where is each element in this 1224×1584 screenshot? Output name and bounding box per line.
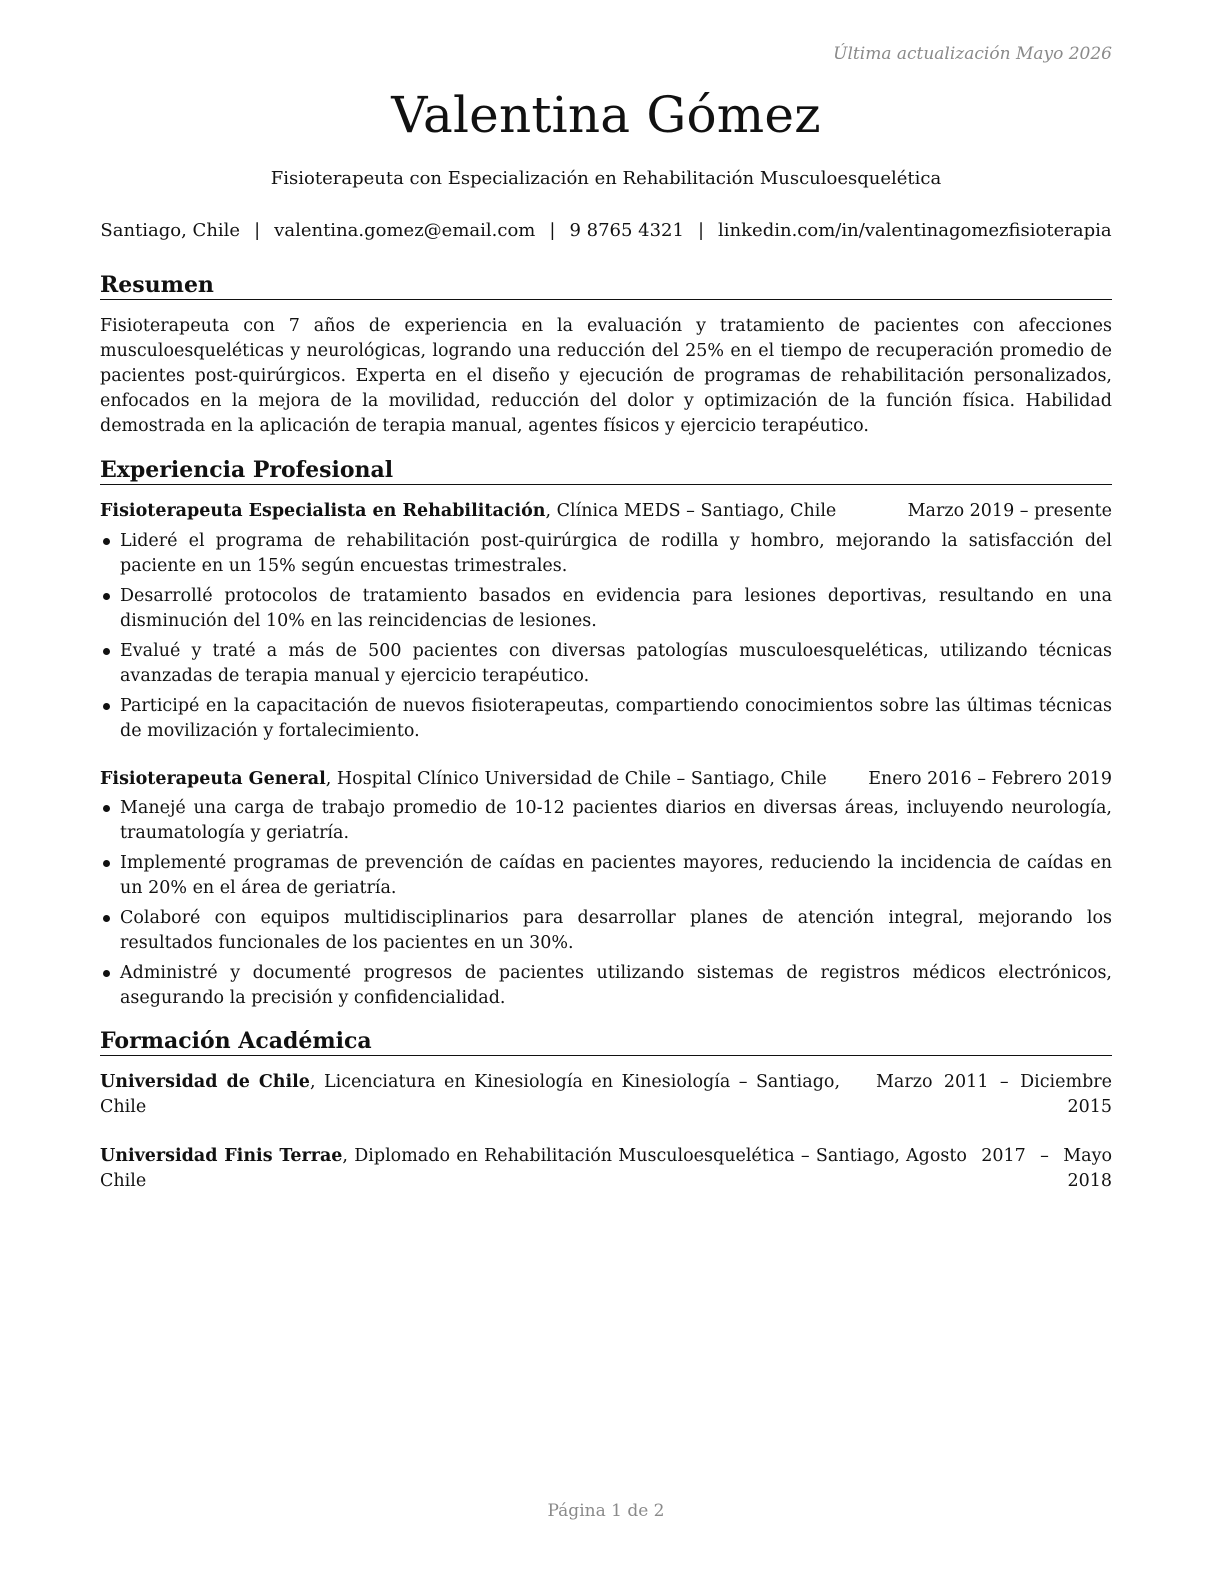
job-role: Fisioterapeuta General (100, 769, 326, 789)
section-title-summary: Resumen (100, 272, 1112, 300)
job-dates: Enero 2016 – Febrero 2019 (868, 769, 1112, 789)
job-dates: Marzo 2019 – presente (907, 501, 1112, 521)
education-degree: , Diplomado en Rehabilitación Musculoesquelética – Santiago, Chile (100, 1146, 900, 1191)
list-item: Participé en la capacitación de nuevos fisioterapeutas, compartiendo conocimientos sobre las últimas técnicas de movilización y fortalecimiento. (100, 694, 1112, 744)
job-organization: , Hospital Clínico Universidad de Chile – Santiago, Chile (325, 769, 827, 789)
job-header (100, 767, 1112, 792)
job-role: Fisioterapeuta Especialista en Rehabilitación (100, 501, 546, 521)
resume-page (100, 0, 1112, 1584)
last-updated: Última actualización Mayo 2026 (833, 44, 1112, 64)
contact-separator: | (254, 220, 261, 241)
job-bullet-list (100, 796, 1112, 1016)
list-item: Implementé programas de prevención de caídas en pacientes mayores, reduciendo la incidencia de caídas en un 20% en el área de geriatría. (100, 851, 1112, 901)
education-dates: Agosto 2017 – Mayo 2018 (906, 1146, 1112, 1191)
education-degree: , Licenciatura en Kinesiología en Kinesiología – Santiago, Chile (100, 1072, 841, 1117)
education-institution: Universidad Finis Terrae (100, 1146, 343, 1166)
section-title-experience: Experiencia Profesional (100, 457, 1112, 485)
education-main (100, 1144, 900, 1194)
list-item: Desarrollé protocolos de tratamiento basados en evidencia para lesiones deportivas, resultando en una disminución del 10% en las reincidencias de lesiones. (100, 584, 1112, 634)
contact-line (100, 220, 1112, 241)
education-dates: Marzo 2011 – Diciembre 2015 (876, 1072, 1112, 1117)
contact-linkedin[interactable]: linkedin.com/in/valentinagomezfisioterapia (718, 220, 1112, 241)
education-institution: Universidad de Chile (100, 1072, 310, 1092)
page-number: Página 1 de 2 (547, 1501, 665, 1521)
list-item: Manejé una carga de trabajo promedio de 10-12 pacientes diarios en diversas áreas, incluyendo neurología, traumatología y geriatría. (100, 796, 1112, 846)
education-entry (100, 1070, 1112, 1120)
list-item: Colaboré con equipos multidisciplinarios para desarrollar planes de atención integral, mejorando los resultados funcionales de los pacientes en un 30%. (100, 906, 1112, 956)
job-organization: , Clínica MEDS – Santiago, Chile (545, 501, 837, 521)
list-item: Administré y documenté progresos de pacientes utilizando sistemas de registros médicos electrónicos, asegurando la precisión y confidencialidad. (100, 961, 1112, 1011)
summary-text: Fisioterapeuta con 7 años de experiencia en la evaluación y tratamiento de pacientes con afecciones musculoesqueléticas y neurológicas, logrando una reducción del 25% en el tiempo de recuperación promedio de pacientes post-quirúrgicos. Experta en el diseño y ejecución de programas de rehabilitación personalizados, enfocados en la mejora de la movilidad, reducción del dolor y optimización de la función física. Habilidad demostrada en la aplicación de terapia manual, agentes físicos y ejercicio terapéutico. (100, 316, 1112, 436)
list-item: Lideré el programa de rehabilitación post-quirúrgica de rodilla y hombro, mejorando la satisfacción del paciente en un 15% según encuestas trimestrales. (100, 529, 1112, 579)
education-entry (100, 1144, 1112, 1194)
education-main (100, 1070, 840, 1120)
job-header (100, 499, 1112, 524)
contact-phone: 9 8765 4321 (569, 220, 684, 241)
job-bullet-list (100, 529, 1112, 749)
professional-title: Fisioterapeuta con Especialización en Rehabilitación Musculoesquelética (270, 168, 942, 189)
contact-separator: | (549, 220, 556, 241)
list-item: Evalué y traté a más de 500 pacientes con diversas patologías musculoesqueléticas, utilizando técnicas avanzadas de terapia manual y ejercicio terapéutico. (100, 639, 1112, 689)
contact-separator: | (697, 220, 705, 241)
section-title-education: Formación Académica (100, 1028, 1112, 1056)
contact-email[interactable]: valentina.gomez@email.com (274, 220, 536, 241)
candidate-name: Valentina Gómez (391, 86, 821, 144)
contact-location: Santiago, Chile (100, 220, 241, 241)
